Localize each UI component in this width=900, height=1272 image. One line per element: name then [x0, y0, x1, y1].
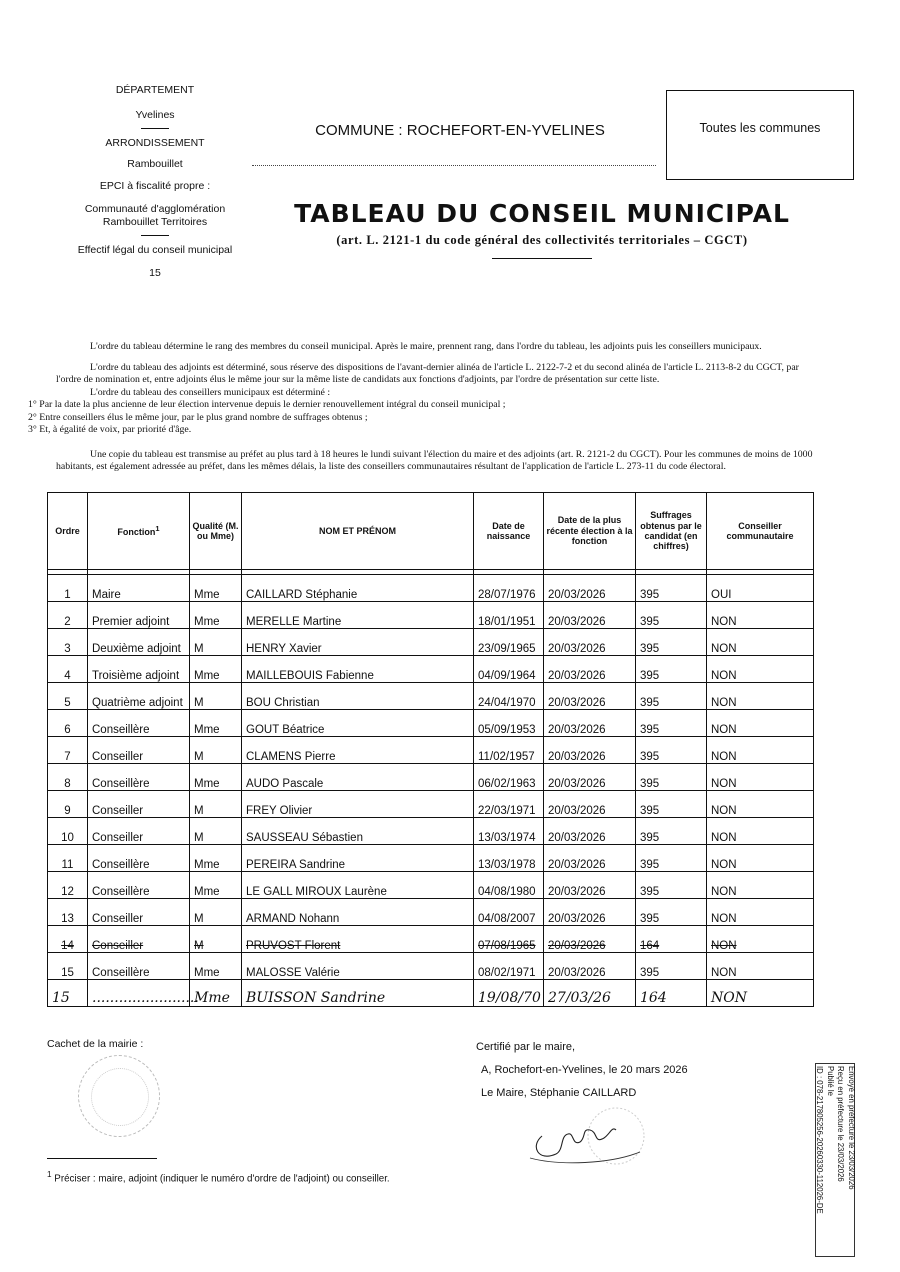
cell-conseiller: NON	[707, 791, 814, 818]
effectif-label: Effectif légal du conseil municipal	[77, 243, 233, 256]
cell-nom: MERELLE Martine	[242, 602, 474, 629]
table-row	[48, 737, 814, 764]
cell-nom: PRUVOST Florent	[242, 926, 474, 953]
table-row	[48, 629, 814, 656]
arrondissement-value: Rambouillet	[127, 158, 183, 171]
header-ordre: Ordre	[48, 493, 88, 570]
handwritten-ordre: 15	[48, 980, 88, 1007]
conseillers-rule: L'ordre du tableau des conseillers municipaux est déterminé :	[90, 386, 331, 398]
signature	[520, 1106, 660, 1170]
table-row	[48, 872, 814, 899]
header-qualite: Qualité (M. ou Mme)	[190, 493, 242, 570]
cell-conseiller: OUI	[707, 575, 814, 602]
cell-nom: AUDO Pascale	[242, 764, 474, 791]
cell-qualite: M	[190, 926, 242, 953]
cell-fonction: Premier adjoint	[88, 602, 190, 629]
cell-ordre: 6	[48, 710, 88, 737]
header-conseiller: Conseiller communautaire	[707, 493, 814, 570]
cell-ordre: 14	[48, 926, 88, 953]
cell-suffrages: 395	[636, 737, 707, 764]
stamp-id: ID : 078-217805256-20260330-112026-DE	[815, 1066, 825, 1214]
category-box-text: Toutes les communes	[699, 121, 821, 135]
cell-fonction: Conseillère	[88, 845, 190, 872]
cell-ordre: 11	[48, 845, 88, 872]
departement-value: Yvelines	[135, 109, 175, 122]
cell-fonction: Troisième adjoint	[88, 656, 190, 683]
cell-ordre: 1	[48, 575, 88, 602]
cell-election: 20/03/2026	[544, 845, 636, 872]
cell-nom: CLAMENS Pierre	[242, 737, 474, 764]
epci-label: EPCI à fiscalité propre :	[99, 179, 211, 192]
handwritten-suffrages: 164	[636, 980, 707, 1007]
cell-conseiller: NON	[707, 737, 814, 764]
cell-conseiller: NON	[707, 845, 814, 872]
cell-nom: SAUSSEAU Sébastien	[242, 818, 474, 845]
cell-qualite: Mme	[190, 764, 242, 791]
cell-conseiller: NON	[707, 683, 814, 710]
council-table	[47, 492, 814, 1007]
epci-line1: Communauté d'agglomération	[84, 202, 226, 215]
table-row	[48, 683, 814, 710]
page-title: TABLEAU DU CONSEIL MUNICIPAL	[294, 199, 790, 228]
category-box	[666, 90, 854, 180]
cell-naissance: 11/02/1957	[474, 737, 544, 764]
header-nom: NOM ET PRÉNOM	[242, 493, 474, 570]
cell-election: 20/03/2026	[544, 818, 636, 845]
criterion-3: 3° Et, à égalité de voix, par priorité d'âge.	[28, 424, 192, 436]
cell-nom: LE GALL MIROUX Laurène	[242, 872, 474, 899]
cell-naissance: 22/03/1971	[474, 791, 544, 818]
dotted-line	[252, 165, 656, 166]
cell-ordre: 7	[48, 737, 88, 764]
cell-fonction: Conseillère	[88, 764, 190, 791]
cell-suffrages: 395	[636, 764, 707, 791]
cell-qualite: M	[190, 629, 242, 656]
cell-conseiller: NON	[707, 872, 814, 899]
cell-naissance: 13/03/1978	[474, 845, 544, 872]
table-row	[48, 602, 814, 629]
cell-naissance: 18/01/1951	[474, 602, 544, 629]
stamp-published: Publié le	[826, 1066, 835, 1096]
cell-conseiller: NON	[707, 899, 814, 926]
criterion-1: 1° Par la date la plus ancienne de leur élection intervenue depuis le dernier renouvellement intégral du conseil municipal ;	[28, 399, 506, 411]
handwritten-naissance: 19/08/70	[474, 980, 544, 1007]
table-row	[48, 575, 814, 602]
cell-ordre: 13	[48, 899, 88, 926]
certification-label: Certifié par le maire,	[476, 1041, 576, 1053]
handwritten-conseiller: NON	[707, 980, 814, 1007]
table-row	[48, 845, 814, 872]
cell-qualite: M	[190, 683, 242, 710]
cell-fonction: Conseiller	[88, 926, 190, 953]
cell-naissance: 07/08/1965	[474, 926, 544, 953]
cell-fonction: Deuxième adjoint	[88, 629, 190, 656]
footnote-ref: 1	[155, 523, 160, 533]
page-subtitle: (art. L. 2121-1 du code général des collectivités territoriales – CGCT)	[336, 233, 748, 247]
cell-election: 20/03/2026	[544, 656, 636, 683]
table-row	[48, 926, 814, 953]
cell-ordre: 3	[48, 629, 88, 656]
cell-ordre: 4	[48, 656, 88, 683]
cell-conseiller: NON	[707, 926, 814, 953]
handwritten-election: 27/03/26	[544, 980, 636, 1007]
footnote-text: Préciser : maire, adjoint (indiquer le numéro d'ordre de l'adjoint) ou conseiller.	[54, 1173, 390, 1185]
cell-naissance: 28/07/1976	[474, 575, 544, 602]
cell-suffrages: 395	[636, 953, 707, 980]
cell-fonction: Quatrième adjoint	[88, 683, 190, 710]
cell-qualite: Mme	[190, 602, 242, 629]
cell-nom: ARMAND Nohann	[242, 899, 474, 926]
cell-qualite: Mme	[190, 575, 242, 602]
table-row	[48, 764, 814, 791]
cell-conseiller: NON	[707, 818, 814, 845]
commune-name: COMMUNE : ROCHEFORT-EN-YVELINES	[315, 122, 605, 139]
cell-qualite: Mme	[190, 872, 242, 899]
cell-nom: GOUT Béatrice	[242, 710, 474, 737]
cell-suffrages: 395	[636, 791, 707, 818]
header-suffrages: Suffrages obtenus par le candidat (en chiffres)	[636, 493, 707, 570]
cell-fonction: Conseiller	[88, 818, 190, 845]
cell-suffrages: 164	[636, 926, 707, 953]
cell-conseiller: NON	[707, 602, 814, 629]
cell-election: 20/03/2026	[544, 899, 636, 926]
cell-election: 20/03/2026	[544, 737, 636, 764]
cell-naissance: 05/09/1953	[474, 710, 544, 737]
cell-ordre: 9	[48, 791, 88, 818]
cell-naissance: 04/09/1964	[474, 656, 544, 683]
mairie-seal	[78, 1055, 160, 1137]
cell-conseiller: NON	[707, 764, 814, 791]
title-underline	[492, 258, 592, 259]
cell-nom: HENRY Xavier	[242, 629, 474, 656]
stamp-received: Reçu en préfecture le 23/03/2026	[836, 1066, 846, 1182]
cell-fonction: Conseillère	[88, 872, 190, 899]
departement-label: DÉPARTEMENT	[115, 84, 195, 96]
stamp-text	[814, 1066, 856, 1254]
footnote-number: 1	[47, 1170, 52, 1179]
table-row	[48, 953, 814, 980]
cell-nom: MALOSSE Valérie	[242, 953, 474, 980]
cell-suffrages: 395	[636, 602, 707, 629]
cell-conseiller: NON	[707, 629, 814, 656]
table-row	[48, 818, 814, 845]
table-row	[48, 710, 814, 737]
footnote	[47, 1170, 390, 1184]
prefecture-stamp	[815, 1063, 855, 1257]
cell-suffrages: 395	[636, 575, 707, 602]
cell-election: 20/03/2026	[544, 872, 636, 899]
intro-paragraph-1: L'ordre du tableau détermine le rang des membres du conseil municipal. Après le maire, prennent rang, dans l'ordre du tableau, les adjoints puis les conseillers municipaux.	[90, 341, 762, 352]
cell-election: 20/03/2026	[544, 602, 636, 629]
cell-naissance: 06/02/1963	[474, 764, 544, 791]
epci-line2: Rambouillet Territoires	[102, 215, 208, 228]
cell-fonction: Conseiller	[88, 899, 190, 926]
cell-election: 20/03/2026	[544, 710, 636, 737]
cell-qualite: Mme	[190, 953, 242, 980]
cell-naissance: 24/04/1970	[474, 683, 544, 710]
header-fonction: Fonction$^1$	[88, 493, 190, 570]
cell-suffrages: 395	[636, 629, 707, 656]
table-row	[48, 899, 814, 926]
table-row	[48, 656, 814, 683]
cell-fonction: Conseiller	[88, 737, 190, 764]
cell-suffrages: 395	[636, 872, 707, 899]
cell-nom: PEREIRA Sandrine	[242, 845, 474, 872]
cell-suffrages: 395	[636, 818, 707, 845]
cell-naissance: 08/02/1971	[474, 953, 544, 980]
cell-qualite: M	[190, 818, 242, 845]
table-row	[48, 791, 814, 818]
place-date: A, Rochefort-en-Yvelines, le 20 mars 2026	[481, 1064, 688, 1076]
cell-election: 20/03/2026	[544, 791, 636, 818]
administrative-block	[40, 84, 270, 280]
header-naissance: Date de naissance	[474, 493, 544, 570]
adjoints-rule: L'ordre du tableau des adjoints est déterminé, sous réserve des dispositions de l'avant-dernier alinéa de l'article L. 2122-7-2 et du second alinéa de l'article L. 2113-8-2 du CGCT, par l'ordre de nomination et, entre adjoints élus le même jour sur la même liste de candidats aux fonctions d'adjoints, par l'ordre de présentation sur cette liste.	[56, 362, 799, 386]
cell-suffrages: 395	[636, 683, 707, 710]
cell-suffrages: 395	[636, 845, 707, 872]
cell-ordre: 8	[48, 764, 88, 791]
cell-naissance: 04/08/2007	[474, 899, 544, 926]
cell-ordre: 10	[48, 818, 88, 845]
cell-election: 20/03/2026	[544, 926, 636, 953]
cell-ordre: 12	[48, 872, 88, 899]
handwritten-qualite: Mme	[190, 980, 242, 1007]
cell-conseiller: NON	[707, 710, 814, 737]
cachet-label: Cachet de la mairie :	[47, 1038, 144, 1050]
cell-qualite: M	[190, 899, 242, 926]
cell-qualite: Mme	[190, 710, 242, 737]
cell-election: 20/03/2026	[544, 764, 636, 791]
header-election: Date de la plus récente élection à la fonction	[544, 493, 636, 570]
cell-naissance: 23/09/1965	[474, 629, 544, 656]
cell-ordre: 2	[48, 602, 88, 629]
cell-ordre: 15	[48, 953, 88, 980]
footnote-divider	[47, 1158, 157, 1159]
cell-nom: FREY Olivier	[242, 791, 474, 818]
divider	[141, 128, 169, 129]
effectif-value: 15	[149, 267, 161, 279]
divider	[141, 235, 169, 236]
cell-naissance: 04/08/1980	[474, 872, 544, 899]
cell-suffrages: 395	[636, 656, 707, 683]
cell-naissance: 13/03/1974	[474, 818, 544, 845]
handwritten-row	[48, 980, 814, 1007]
cell-nom: BOU Christian	[242, 683, 474, 710]
cell-qualite: Mme	[190, 845, 242, 872]
cell-nom: MAILLEBOUIS Fabienne	[242, 656, 474, 683]
cell-suffrages: 395	[636, 710, 707, 737]
cell-conseiller: NON	[707, 656, 814, 683]
table-header-row	[48, 493, 814, 570]
seal-inner-ring	[91, 1068, 149, 1126]
cell-ordre: 5	[48, 683, 88, 710]
cell-election: 20/03/2026	[544, 953, 636, 980]
cell-election: 20/03/2026	[544, 629, 636, 656]
cell-fonction: Conseillère	[88, 953, 190, 980]
cell-election: 20/03/2026	[544, 683, 636, 710]
criterion-2: 2° Entre conseillers élus le même jour, par le plus grand nombre de suffrages obtenus ;	[28, 411, 368, 423]
cell-nom: CAILLARD Stéphanie	[242, 575, 474, 602]
cell-fonction: Conseillère	[88, 710, 190, 737]
cell-suffrages: 395	[636, 899, 707, 926]
cell-qualite: Mme	[190, 656, 242, 683]
intro-paragraph-2	[28, 362, 820, 437]
arrondissement-label: ARRONDISSEMENT	[105, 137, 205, 150]
cell-fonction: Conseiller	[88, 791, 190, 818]
cell-conseiller: NON	[707, 953, 814, 980]
mayor-name: Le Maire, Stéphanie CAILLARD	[481, 1087, 637, 1099]
cell-qualite: M	[190, 737, 242, 764]
stamp-sent: Envoyé en préfecture le 23/03/2026	[847, 1066, 857, 1190]
intro-paragraph-3: Une copie du tableau est transmise au préfet au plus tard à 18 heures le lundi suivant l'élection du maire et des adjoints (art. R. 2121-2 du CGCT). Pour les communes de moins de 1000 habitants, est également adressée au préfet, dans les mêmes délais, la liste des conseillers communautaires résultant de l'application de l'article L. 273-11 du code électoral.	[56, 449, 813, 473]
handwritten-fonction: ........................	[88, 980, 190, 1007]
cell-qualite: M	[190, 791, 242, 818]
cell-election: 20/03/2026	[544, 575, 636, 602]
cell-fonction: Maire	[88, 575, 190, 602]
handwritten-nom: BUISSON Sandrine	[242, 980, 474, 1007]
